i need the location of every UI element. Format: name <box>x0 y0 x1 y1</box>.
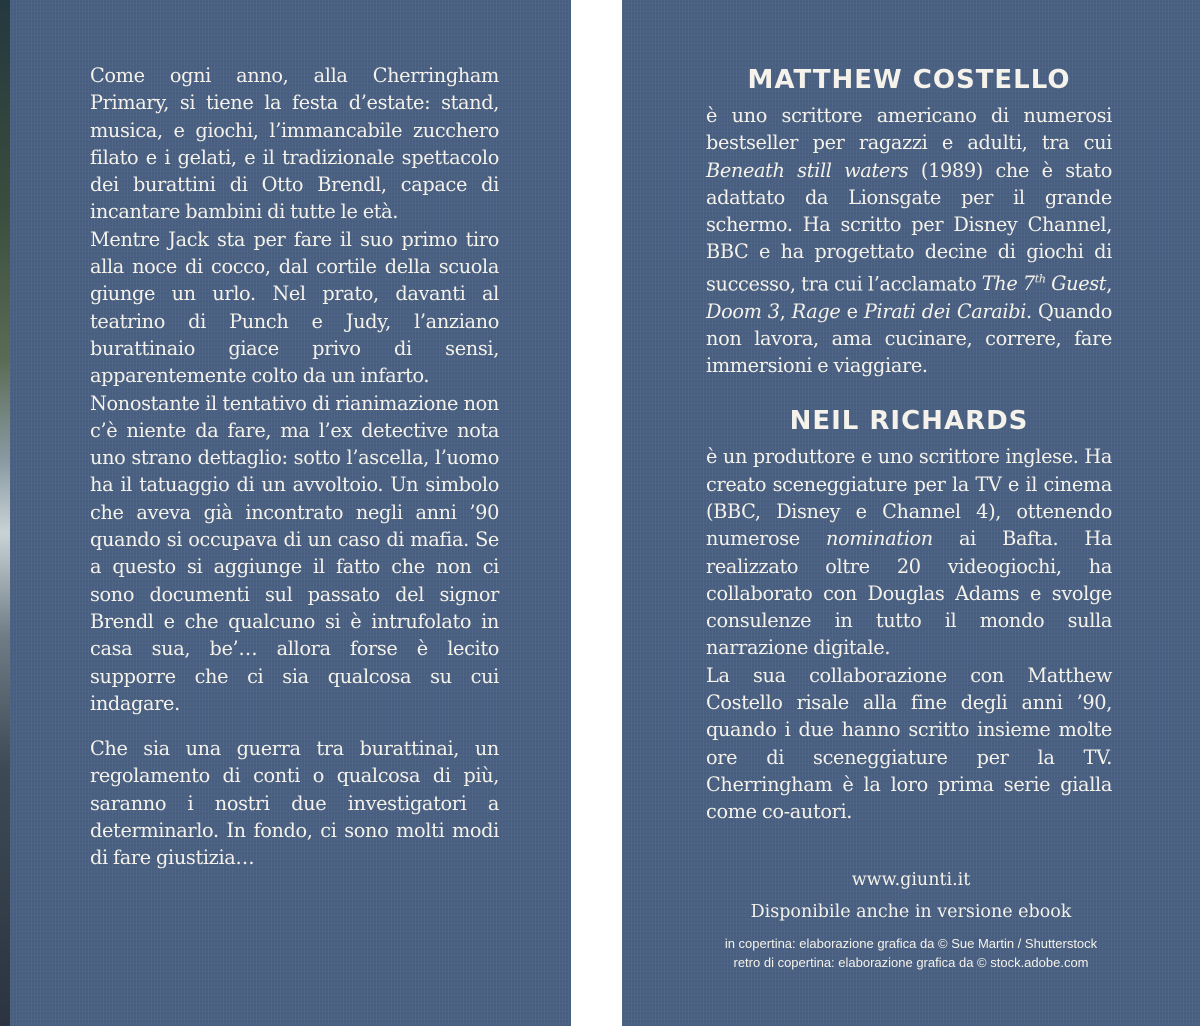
game-title: Doom 3 <box>706 299 780 323</box>
publisher-footer <box>622 866 1200 972</box>
game-title <box>982 272 1106 295</box>
game-title: Rage <box>791 299 841 323</box>
ebook-availability-note: Disponibile anche in versione ebook <box>750 902 1072 922</box>
bio-text: , <box>1106 272 1112 296</box>
blurb-paragraph: Come ogni anno, alla Cherringham Primary, si tiene la festa d’estate: stand, musica, e giochi, l’immancabile zucchero filato e i gelati, e il tradizionale spettacolo dei burattini di Otto Brendl, capace di incantare bambini di tutte le età. <box>90 64 499 224</box>
author-name-heading: NEIL RICHARDS <box>789 406 1029 437</box>
italic-term: nomination <box>826 527 933 551</box>
publisher-website: www.giunti.it <box>851 870 971 890</box>
author-bio: La sua collaborazione con Matthew Costello risale alla fine degli anni ’90, quando i due hanno scritto insieme molte ore di sceneggiature per la TV. Cherringham è la loro prima serie gialla come co-autori. <box>706 663 1112 824</box>
bio-text: è un produttore e uno scrittore inglese. Ha creato sceneggiature per la TV e il cinema (BBC, Disney e Channel 4), ottenendo numerose <box>706 445 1112 551</box>
blurb-paragraph: Mentre Jack sta per fare il suo primo tiro alla noce di cocco, dal cortile della scuola giunge un urlo. Nel prato, davanti al teatrino di Punch e Judy, l’anziano burattinaio giace privo di sensi, apparentemente colto da un infarto. <box>90 227 499 388</box>
image-credits <box>622 934 1200 972</box>
author-bio <box>706 443 1112 661</box>
book-title: Beneath still waters <box>706 158 909 182</box>
blurb-paragraph: Nonostante il tentativo di rianimazione non c’è niente da fare, ma l’ex detective nota uno strano dettaglio: sotto l’ascella, l’uomo ha il tatuaggio di un avvoltoio. Un simbolo che aveva già incontrato negli anni ’90 quando si occupava di un caso di mafia. Se a questo si aggiunge il fatto che non ci sono documenti sul passato del signor Brendl e che qualcuno si è intrufolato in casa sua, be’… allora forse è lecito supporre che ci sia qualcosa su cui indagare. <box>90 391 499 715</box>
bio-text: e <box>840 299 864 323</box>
bio-text: , <box>779 299 792 323</box>
game-title-part: Guest <box>1045 272 1107 296</box>
author-name-heading: MATTHEW COSTELLO <box>747 65 1071 95</box>
bio-text: è uno scrittore americano di numerosi bestseller per ragazzi e adulti, tra cui <box>706 104 1112 155</box>
blurb-paragraph: Che sia una guerra tra burattinai, un regolamento di conti o qualcosa di più, saranno i nostri due investigatori a determinarlo. In fondo, ci sono molti modi di fare giustizia… <box>90 737 499 870</box>
front-cover-credit: in copertina: elaborazione grafica da © Sue Martin / Shutterstock <box>724 936 1098 951</box>
back-cover-blurb-panel <box>10 0 571 1026</box>
ordinal-suffix: th <box>1034 272 1046 286</box>
game-title: Pirati dei Caraibi <box>863 299 1027 323</box>
bio-text: . Quando non lavora, ama cucinare, correre, fare immersioni e viaggiare. <box>706 299 1112 378</box>
author-bio <box>706 102 1112 379</box>
bio-text: ai Bafta. Ha realizzato oltre 20 videogiochi, ha collaborato con Douglas Adams e svolge consulenze in tutto il mondo sulla narrazione digitale. <box>706 527 1112 660</box>
bio-text: (1989) che è stato adattato da Lionsgate per il grande schermo. Ha scritto per Disney Channel, BBC e ha progettato decine di giochi di successo, tra cui l’acclamato <box>706 158 1112 296</box>
game-title-part: The 7 <box>981 272 1035 296</box>
authors-panel <box>622 0 1200 1026</box>
back-cover-credit: retro di copertina: elaborazione grafica da © stock.adobe.com <box>733 955 1089 970</box>
front-cover-edge-image <box>0 0 10 1026</box>
